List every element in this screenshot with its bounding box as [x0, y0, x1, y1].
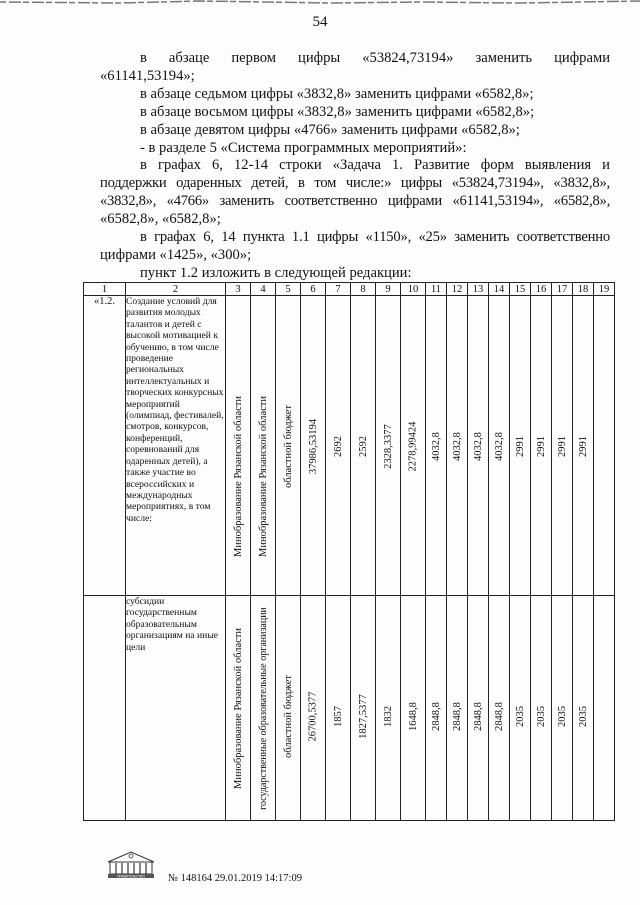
paragraph-3: в абзаце восьмом цифры «3832,8» заменить цифрами «6582,8»; — [140, 103, 535, 120]
coexecutor-cell — [251, 296, 276, 596]
value-cell — [447, 296, 468, 596]
header-cell: 12 — [447, 283, 468, 296]
paragraph-7-line-1: в графах 6, 14 пункта 1.1 цифры «1150», «25» заменить соответственно — [140, 229, 610, 246]
value-text: 2991 — [556, 435, 568, 457]
value-text: 2848,8 — [472, 701, 484, 731]
paragraph-6-line-1: в графах 6, 12-14 строки «Задача 1. Развитие форм выявления и — [140, 157, 610, 174]
document-registration-stamp: № 148164 29.01.2019 14:17:09 — [168, 873, 302, 884]
value-cell — [376, 296, 401, 596]
value-cell — [489, 596, 510, 821]
value-text: 1648,8 — [407, 701, 419, 731]
value-cell — [552, 596, 573, 821]
header-cell: 14 — [489, 283, 510, 296]
value-text: 2991 — [535, 435, 547, 457]
government-building-logo — [106, 850, 156, 880]
executor-cell — [226, 596, 251, 821]
value-cell — [468, 596, 489, 821]
value-text: 2848,8 — [430, 701, 442, 731]
value-text: 4032,8 — [451, 431, 463, 461]
coexecutor-text: Минобразование Рязанской области — [257, 395, 269, 557]
value-cell — [401, 596, 426, 821]
value-cell — [376, 596, 401, 821]
value-cell — [351, 596, 376, 821]
table-row-1-2 — [84, 296, 615, 596]
value-text: 2328,3377 — [382, 423, 394, 469]
paragraph-2: в абзаце седьмом цифры «3832,8» заменить цифрами «6582,8»; — [140, 85, 534, 102]
amendment-text — [100, 50, 610, 283]
value-text: 2035 — [514, 705, 526, 727]
row-number-cell: «1.2. — [84, 296, 126, 596]
description-cell: субсидии государственным образовательным организациям на иные цели — [126, 596, 226, 821]
value-cell — [510, 296, 531, 596]
description-cell: Создание условий для развития молодых талантов и детей с высокой мотивацией к обучению, в том числе проведение региональных интеллектуальных и творческих конкурсных мероприятий (олимпиад, фестивалей, смотров, конкурсов, конференций, соревнований для одаренных детей), а также участие во всероссийских и международных мероприятиях, в том числе: — [126, 296, 226, 596]
header-cell: 8 — [351, 283, 376, 296]
paragraph-8: пункт 1.2 изложить в следующей редакции: — [140, 264, 412, 281]
header-cell: 7 — [326, 283, 351, 296]
paragraph-6-line-4: «6582,8», «6582,8»; — [100, 211, 221, 228]
value-text: 2035 — [577, 705, 589, 727]
value-cell — [326, 296, 351, 596]
funding-source-cell — [276, 596, 301, 821]
value-cell — [489, 296, 510, 596]
header-cell: 19 — [594, 283, 615, 296]
paragraph-6-line-3: «3832,8», «4766» заменить соответственно цифрами «61141,53194», «6582,8», — [100, 193, 610, 210]
value-text: 2848,8 — [493, 701, 505, 731]
executor-cell — [226, 296, 251, 596]
executor-text: Минобразование Рязанской области — [232, 395, 244, 557]
header-cell: 15 — [510, 283, 531, 296]
header-cell: 1 — [84, 283, 126, 296]
value-cell — [426, 296, 447, 596]
value-cell — [573, 596, 594, 821]
value-text: 2278,99424 — [407, 421, 419, 471]
value-text: 26700,5377 — [307, 691, 319, 741]
program-measures-table — [83, 282, 615, 821]
value-text: 4032,8 — [430, 431, 442, 461]
value-cell — [351, 296, 376, 596]
value-cell — [326, 596, 351, 821]
value-text: 1827,5377 — [357, 693, 369, 739]
logo-caption: ПРАВИТЕЛЬСТВО — [117, 874, 145, 879]
value-cell — [552, 296, 573, 596]
value-cell — [468, 296, 489, 596]
empty-cell — [594, 596, 615, 821]
value-text: 1857 — [332, 705, 344, 727]
coexecutor-text: государственные образовательные организации — [257, 606, 269, 810]
value-text: 2035 — [556, 705, 568, 727]
paragraph-6-line-2: поддержки одаренных детей, в том числе:» цифры «53824,73194», «3832,8», — [100, 175, 610, 192]
table-row-subsidies — [84, 596, 615, 821]
value-cell — [531, 596, 552, 821]
value-text: 2991 — [577, 435, 589, 457]
value-text: 2035 — [535, 705, 547, 727]
value-cell — [301, 596, 326, 821]
paragraph-5: - в разделе 5 «Система программных мероприятий»: — [140, 139, 467, 156]
header-cell: 2 — [126, 283, 226, 296]
funding-source-text: областной бюджет — [282, 404, 294, 488]
funding-source-cell — [276, 296, 301, 596]
value-text: 2692 — [332, 435, 344, 457]
value-cell — [401, 296, 426, 596]
value-text: 37986,53194 — [307, 418, 319, 474]
value-cell — [510, 596, 531, 821]
funding-source-text: областной бюджет — [282, 674, 294, 758]
paragraph-4: в абзаце девятом цифры «4766» заменить цифрами «6582,8»; — [140, 121, 520, 138]
paragraph-7-line-2: цифрами «1425», «300»; — [100, 246, 252, 263]
paragraph-1-line-2: «61141,53194»; — [100, 67, 195, 84]
header-cell: 18 — [573, 283, 594, 296]
header-cell: 9 — [376, 283, 401, 296]
header-cell: 13 — [468, 283, 489, 296]
empty-cell — [594, 296, 615, 596]
paragraph-1-line-1: в абзаце первом цифры «53824,73194» заменить цифрами — [140, 50, 610, 66]
value-text: 2848,8 — [451, 701, 463, 731]
header-cell: 10 — [401, 283, 426, 296]
value-cell — [426, 596, 447, 821]
row-number-cell-empty — [84, 596, 126, 821]
value-cell — [301, 296, 326, 596]
executor-text: Минобразование Рязанской области — [232, 627, 244, 789]
header-cell: 3 — [226, 283, 251, 296]
value-cell — [573, 296, 594, 596]
page-number: 54 — [312, 14, 328, 30]
header-cell: 17 — [552, 283, 573, 296]
value-cell — [447, 596, 468, 821]
coexecutor-cell — [251, 596, 276, 821]
value-text: 2592 — [357, 435, 369, 457]
header-cell: 11 — [426, 283, 447, 296]
header-cell: 6 — [301, 283, 326, 296]
value-text: 1832 — [382, 705, 394, 727]
top-edge-scan-artifact — [0, 0, 640, 6]
header-cell: 5 — [276, 283, 301, 296]
value-cell — [531, 296, 552, 596]
value-text: 2991 — [514, 435, 526, 457]
header-cell: 16 — [531, 283, 552, 296]
table-header-row — [84, 283, 615, 296]
value-text: 4032,8 — [493, 431, 505, 461]
value-text: 4032,8 — [472, 431, 484, 461]
header-cell: 4 — [251, 283, 276, 296]
